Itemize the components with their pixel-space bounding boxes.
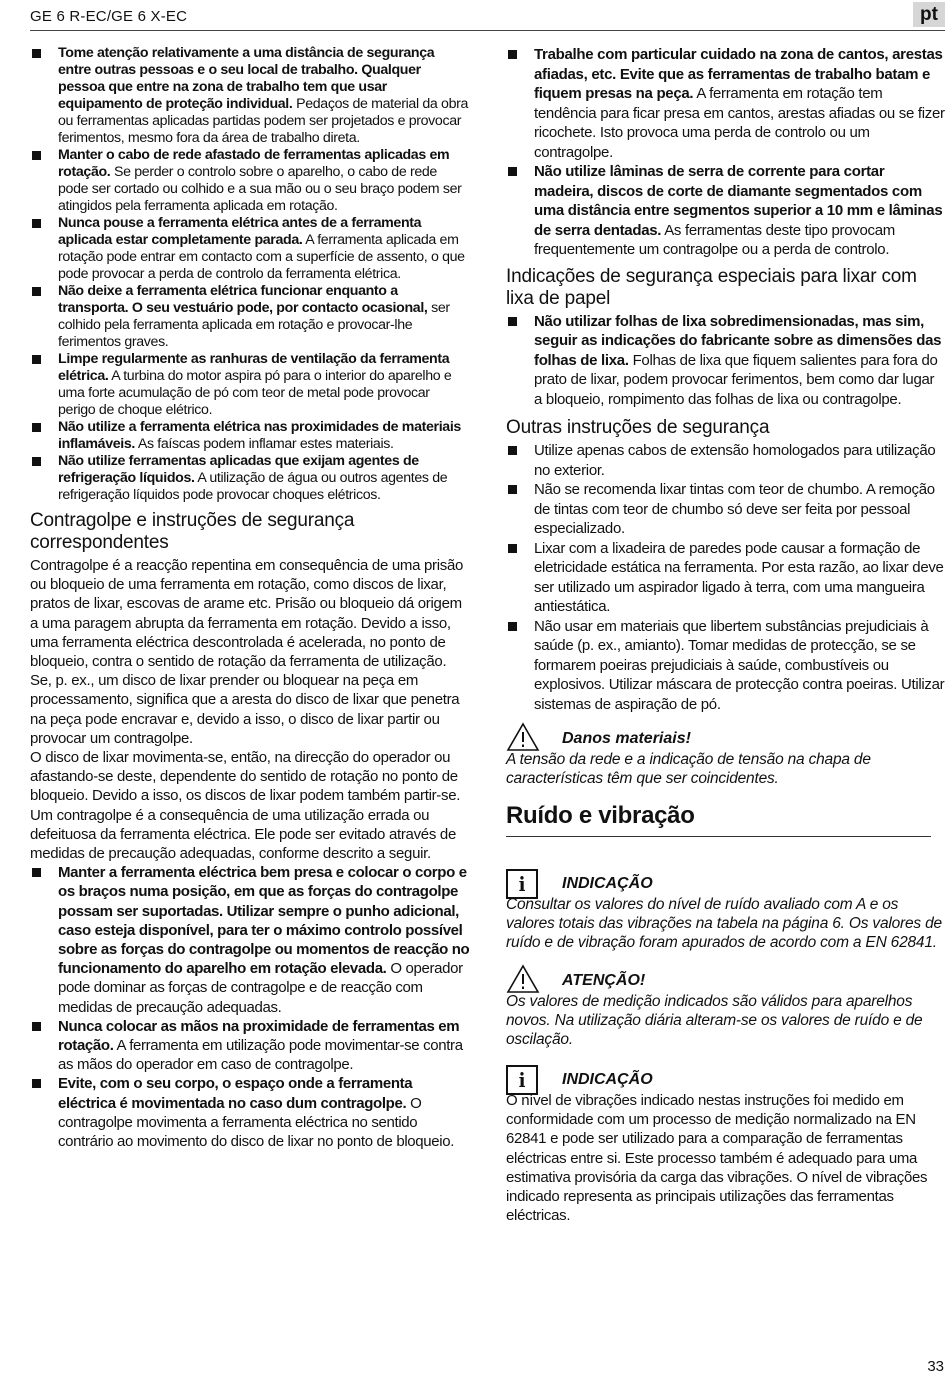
bullet-icon (32, 287, 41, 296)
list-item (30, 419, 470, 453)
bullet-icon (508, 167, 517, 176)
page-number: 33 (927, 1358, 944, 1375)
item-bold: Não utilize lâminas de serra de corrente para cortar madeira, discos de corte de diamante segmentados com uma distância entre segmentos superior a 10 mm e lâminas de serra dentadas. (534, 163, 943, 239)
item-text: A ferramenta em utilização pode movimentar-se contra as mãos do operador em caso de contragolpe. (58, 1037, 463, 1074)
item-bold: Tome atenção relativamente a uma distância de segurança entre outras pessoas e o seu local de trabalho. Qualquer pessoa que entre na zona de trabalho tem que usar equipamento de proteção individual. (58, 45, 435, 112)
list-item (30, 863, 470, 1017)
damage-title: Danos materiais! (562, 730, 691, 747)
list-item (30, 147, 470, 215)
bullet-icon (32, 355, 41, 364)
bullet-icon (32, 1079, 41, 1088)
right-column (506, 45, 946, 1225)
info-icon: i (506, 869, 538, 899)
list-item (30, 215, 470, 283)
list-item (30, 283, 470, 351)
bullet-icon (32, 457, 41, 466)
item-bold: Manter a ferramenta eléctrica bem presa e colocar o corpo e os braços numa posição, em que as forças do contragolpe possam ser suportadas. Utilizar sempre o punho adicional, caso esteja disponível, para ter o máximo controlo possível sobre as forças do contragolpe ou momentos de reacção no funcionamento do aparelho em rotação elevada. (58, 864, 470, 978)
bullet-icon (508, 485, 517, 494)
info-notice (506, 873, 946, 952)
bullet-icon (508, 622, 517, 631)
item-text: O contragolpe movimenta a ferramenta eléctrica no sentido contrário ao movimento do disco de lixar no ponto de bloqueio. (58, 1094, 455, 1151)
item-text: Não usar em materiais que libertem substâncias prejudiciais à saúde (p. ex., amianto). Tomar medidas de protecção, se se formarem poeiras prejudiciais à saúde, combustíveis ou explosivos. Utilizar máscara de protecção contra poeiras. Utilizar sistemas de aspiração de pó. (534, 617, 945, 713)
bullet-icon (32, 1022, 41, 1031)
item-text: Se perder o controlo sobre o aparelho, o cabo de rede pode ser cortado ou colhido e a sua mão ou o seu braço podem ser atingidos pela ferramenta aplicada em rotação. (58, 164, 462, 214)
list-item (506, 45, 946, 162)
item-text: ser colhido pela ferramenta aplicada em rotação e provocar-lhe ferimentos graves. (58, 300, 450, 350)
item-text: O operador pode dominar as forças de contragolpe e de reacção com medidas de precaução adequadas. (58, 960, 463, 1016)
info-text: O nível de vibrações indicado nestas instruções foi medido em conformidade com um processo de medição normalizado na EN 62841 e pode ser utilizado para a comparação de ferramentas eléctricas entre si. Este processo também é adequado para uma estimativa provisória da carga das vibrações. O nível de vibrações indicado representa as principais utilizações das ferramentas eléctricas. (506, 1092, 928, 1225)
list-item (30, 453, 470, 504)
item-text: A ferramenta aplicada em rotação pode entrar em contacto com a superfície de assento, o que pode provocar a perda de controlo da ferramenta elétrica. (58, 232, 465, 282)
bullet-icon (32, 151, 41, 160)
list-item (506, 617, 946, 715)
item-bold: Não utilizar folhas de lixa sobredimensionadas, mas sim, seguir as indicações do fabricante sobre as dimensões das folhas de lixa. (534, 312, 942, 369)
model-name: GE 6 R-EC/GE 6 X-EC (30, 8, 188, 25)
warning-text: Os valores de medição indicados são válidos para aparelhos novos. Na utilização diária alteram-se os valores de ruído e de oscilação. (506, 993, 923, 1048)
warning-triangle-icon (506, 964, 540, 994)
item-bold: Manter o cabo de rede afastado de ferramentas aplicadas em rotação. (58, 147, 450, 180)
paragraph: Se, p. ex., um disco de lixar prender ou bloquear na peça em processamento, significa que a aresta do disco de lixar que penetra na peça pode encravar e, devido a isso, o disco de lixar partir ou provocar um contragolpe. (30, 672, 460, 747)
item-text: Não se recomenda lixar tintas com teor de chumbo. A remoção de tintas com teor de chumbo só deve ser feita por pessoal especializado. (534, 481, 935, 537)
item-text: Utilize apenas cabos de extensão homologados para utilização no exterior. (534, 442, 936, 479)
item-bold: Não deixe a ferramenta elétrica funcionar enquanto a transporta. O seu vestuário pode, por contacto ocasional, (58, 283, 428, 316)
paragraph: Contragolpe é a reacção repentina em consequência de uma prisão ou bloqueio de uma ferramenta em rotação, como discos de lixar, pratos de lixar, escovas de arame etc. Prisão ou bloqueio dá origem a uma paragem abrupta da ferramenta em rotação. Devido a isso, uma ferramenta eléctrica descontrolada é acelerada, no ponto de bloqueio, contra o sentido de rotação da ferramenta de utilização. (30, 557, 464, 671)
warning-title: ATENÇÃO! (562, 972, 646, 989)
item-bold: Nunca pouse a ferramenta elétrica antes de a ferramenta aplicada estar completamente parada. (58, 215, 422, 248)
item-bold: Não utilize ferramentas aplicadas que exijam agentes de refrigeração líquidos. (58, 453, 419, 486)
list-item (30, 351, 470, 419)
item-text: As ferramentas deste tipo provocam frequentemente um contragolpe ou a perda de controlo. (534, 221, 895, 258)
item-text: Folhas de lixa que fiquem salientes para fora do prato de lixar, podem provocar ferimentos, bem como dar lugar a bloqueio, rompimento das folhas de lixa ou contragolpe. (534, 351, 938, 408)
info-notice (506, 1069, 946, 1225)
item-text: Lixar com a lixadeira de paredes pode causar a formação de eletricidade estática na ferramenta. Por esta razão, ao lixar deve ser utilizado um aspirador ligado à terra, com uma mangueira antiestática. (534, 539, 944, 615)
list-item (30, 1017, 470, 1075)
item-bold: Limpe regularmente as ranhuras de ventilação da ferramenta elétrica. (58, 351, 450, 384)
item-text: A ferramenta em rotação tem tendência para ficar presa em cantos, arestas afiadas ou se fizer ricochete. Isto provoca uma perda de controlo ou um contragolpe. (534, 85, 945, 161)
bullet-icon (508, 446, 517, 455)
item-bold: Nunca colocar as mãos na proximidade de ferramentas em rotação. (58, 1017, 460, 1055)
item-text: A turbina do motor aspira pó para o interior do aparelho e uma forte acumulação de pó com teor de metal pode provocar perigo de choque elétrico. (58, 368, 452, 418)
left-column (30, 45, 470, 1151)
list-item (506, 480, 946, 539)
item-text: A utilização de água ou outros agentes de refrigeração líquidos pode provocar choques elétricos. (58, 470, 448, 503)
item-bold: Trabalhe com particular cuidado na zona de cantos, arestas afiadas, etc. Evite que as ferramentas de trabalho batam e fiquem presas na peça. (534, 46, 943, 102)
bullet-icon (508, 544, 517, 553)
bullet-icon (508, 50, 517, 59)
item-bold: Evite, com o seu corpo, o espaço onde a ferramenta eléctrica é movimentada no caso dum contragolpe. (58, 1075, 413, 1112)
damage-notice (506, 728, 946, 788)
noise-heading: Ruído e vibração (506, 802, 931, 837)
warning-notice (506, 970, 946, 1049)
bullet-icon (32, 868, 41, 877)
other-heading: Outras instruções de segurança (506, 417, 770, 438)
info-icon: i (506, 1065, 538, 1095)
warning-triangle-icon (506, 722, 540, 752)
bullet-icon (32, 219, 41, 228)
bullet-icon (508, 317, 517, 326)
paragraph: O disco de lixar movimenta-se, então, na direcção do operador ou afastando-se deste, dependente do sentido de rotação no ponto de bloqueio. Devido a isso, os discos de lixar podem também partir-se. (30, 749, 461, 805)
list-item (506, 441, 946, 480)
kickback-heading: Contragolpe e instruções de segurança correspondentes (30, 510, 355, 553)
paragraph: Um contragolpe é a consequência de uma utilização errada ou defeituosa da ferramenta eléctrica. Ele pode ser evitado através de medidas de precaução adequadas, conforme descrito a seguir. (30, 806, 456, 863)
safety-list-top (30, 45, 470, 504)
info-title: INDICAÇÃO (562, 1071, 653, 1088)
item-text: Pedaços de material da obra ou ferramentas aplicadas partidas podem ser projetados e provocar ferimentos, mesmo fora da área de trabalho direta. (58, 96, 469, 146)
language-badge: pt (913, 2, 945, 27)
item-bold: Não utilize a ferramenta elétrica nas proximidades de materiais inflamáveis. (58, 419, 461, 452)
info-text: Consultar os valores do nível de ruído avaliado com A e os valores totais das vibrações na tabela na página 6. Os valores de ruído e de vibração foram apurados de acordo com a EN 62841. (506, 896, 942, 951)
list-item (506, 162, 946, 260)
bullet-icon (32, 49, 41, 58)
list-item (506, 539, 946, 617)
list-item (506, 312, 946, 410)
sanding-heading: Indicações de segurança especiais para lixar com lixa de papel (506, 265, 917, 309)
list-item (30, 1074, 470, 1151)
page-header (30, 4, 945, 31)
damage-text: A tensão da rede e a indicação de tensão na chapa de características têm que ser coincidentes. (506, 751, 871, 787)
item-text: As faíscas podem inflamar estes materiais. (135, 436, 394, 452)
list-item (30, 45, 470, 147)
bullet-icon (32, 423, 41, 432)
kickback-list (30, 863, 470, 1151)
info-title: INDICAÇÃO (562, 875, 653, 892)
